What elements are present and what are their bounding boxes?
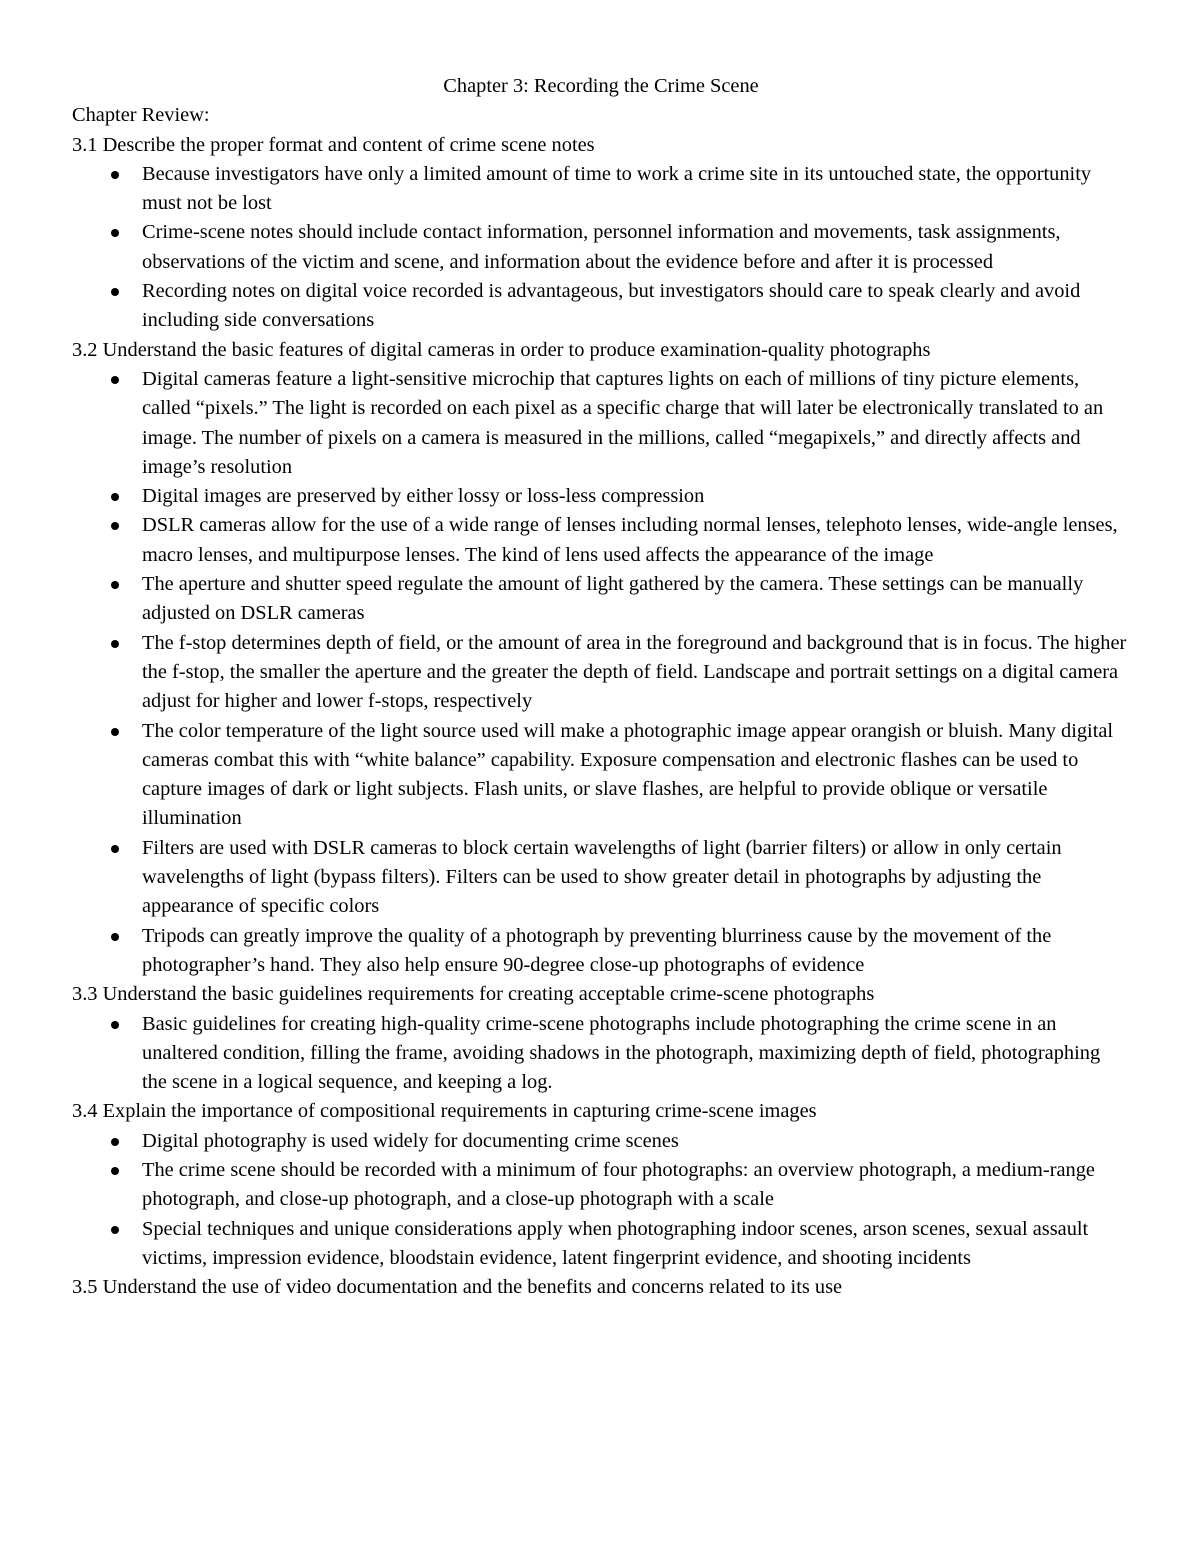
document-title: Chapter 3: Recording the Crime Scene [443, 75, 759, 97]
bullet-icon [111, 581, 119, 589]
list-item [72, 1215, 1130, 1274]
bullet-text: Digital images are preserved by either lossy or loss-less compression [142, 485, 705, 508]
bullet-icon [111, 522, 119, 530]
bullet-list [72, 160, 1130, 336]
bullet-list [72, 365, 1130, 980]
section-heading: 3.3 Understand the basic guidelines requirements for creating acceptable crime-scene photographs [72, 983, 875, 1006]
section-heading: 3.4 Explain the importance of compositional requirements in capturing crime-scene images [72, 1100, 817, 1123]
review-section [72, 1273, 1130, 1302]
bullet-text: Special techniques and unique considerations apply when photographing indoor scenes, arson scenes, sexual assault victims, impression evidence, bloodstain evidence, latent fingerprint evidence, and shooting incidents [142, 1217, 1089, 1269]
list-item [72, 922, 1130, 981]
list-item [72, 511, 1130, 570]
review-section [72, 131, 1130, 336]
section-heading: 3.5 Understand the use of video documentation and the benefits and concerns related to its use [72, 1276, 843, 1299]
review-section [72, 980, 1130, 1097]
bullet-text: Basic guidelines for creating high-quality crime-scene photographs include photographing the crime scene in an unaltered condition, filling the frame, avoiding shadows in the photograph, maximizing depth of field, photographing the scene in a logical sequence, and keeping a log. [142, 1012, 1101, 1094]
list-item [72, 277, 1130, 336]
bullet-text: Recording notes on digital voice recorded is advantageous, but investigators should care to speak clearly and avoid including side conversations [142, 280, 1081, 332]
bullet-text: DSLR cameras allow for the use of a wide range of lenses including normal lenses, telephoto lenses, wide-angle lenses, macro lenses, and multipurpose lenses. The kind of lens used affects the appearance of the image [142, 514, 1118, 566]
bullet-icon [111, 640, 119, 648]
bullet-text: Digital cameras feature a light-sensitive microchip that captures lights on each of millions of tiny picture elements, called “pixels.” The light is recorded on each pixel as a specific charge that will later be electronically translated to an image. The number of pixels on a camera is measured in the millions, called “megapixels,” and directly affects and image’s resolution [142, 367, 1104, 478]
list-item [72, 629, 1130, 717]
bullet-icon [111, 933, 119, 941]
section-heading: 3.2 Understand the basic features of digital cameras in order to produce examination-quality photographs [72, 338, 931, 361]
bullet-text: The aperture and shutter speed regulate the amount of light gathered by the camera. These settings can be manually adjusted on DSLR cameras [142, 573, 1084, 625]
bullet-text: The f-stop determines depth of field, or the amount of area in the foreground and background that is in focus. The higher the f-stop, the smaller the aperture and the greater the depth of field. Landscape and portrait settings on a digital camera adjust for higher and lower f-stops, respectively [142, 631, 1127, 713]
review-section [72, 336, 1130, 981]
section-heading: 3.1 Describe the proper format and content of crime scene notes [72, 133, 595, 156]
bullet-icon [111, 1167, 119, 1175]
list-item [72, 1127, 1130, 1156]
list-item [72, 1010, 1130, 1098]
bullet-icon [111, 845, 119, 853]
bullet-icon [111, 728, 119, 736]
bullet-text: Tripods can greatly improve the quality of a photograph by preventing blurriness cause by the movement of the photographer’s hand. They also help ensure 90-degree close-up photographs of evidence [142, 924, 1052, 976]
bullet-icon [111, 376, 119, 384]
bullet-list [72, 1127, 1130, 1273]
bullet-icon [111, 1138, 119, 1146]
bullet-list [72, 1010, 1130, 1098]
list-item [72, 834, 1130, 922]
bullet-text: Filters are used with DSLR cameras to block certain wavelengths of light (barrier filters) or allow in only certain wavelengths of light (bypass filters). Filters can be used to show greater detail in photographs by adjusting the appearance of specific colors [142, 836, 1062, 918]
bullet-icon [111, 493, 119, 501]
bullet-icon [111, 1226, 119, 1234]
bullet-text: The crime scene should be recorded with a minimum of four photographs: an overview photograph, a medium-range photograph, and close-up photograph, and a close-up photograph with a scale [142, 1158, 1095, 1211]
list-item [72, 482, 1130, 511]
bullet-icon [111, 171, 119, 179]
list-item [72, 1156, 1130, 1215]
document-page [72, 72, 1130, 1302]
bullet-icon [111, 229, 119, 237]
bullet-icon [111, 1021, 119, 1029]
bullet-text: Because investigators have only a limited amount of time to work a crime site in its untouched state, the opportunity must not be lost [142, 162, 1092, 215]
list-item [72, 570, 1130, 629]
list-item [72, 218, 1130, 277]
list-item [72, 717, 1130, 834]
list-item [72, 365, 1130, 482]
review-section [72, 1097, 1130, 1273]
bullet-text: The color temperature of the light source used will make a photographic image appear orangish or bluish. Many digital cameras combat this with “white balance” capability. Exposure compensation and electronic flashes can be used to capture images of dark or light subjects. Flash units, or slave flashes, are helpful to provide oblique or versatile illumination [142, 719, 1114, 830]
bullet-text: Crime-scene notes should include contact information, personnel information and movements, task assignments, observations of the victim and scene, and information about the evidence before and after it is processed [142, 221, 1061, 273]
chapter-review-label: Chapter Review: [72, 104, 210, 127]
bullet-text: Digital photography is used widely for documenting crime scenes [142, 1129, 679, 1152]
bullet-icon [111, 288, 119, 296]
list-item [72, 160, 1130, 219]
review-sections [72, 131, 1130, 1303]
